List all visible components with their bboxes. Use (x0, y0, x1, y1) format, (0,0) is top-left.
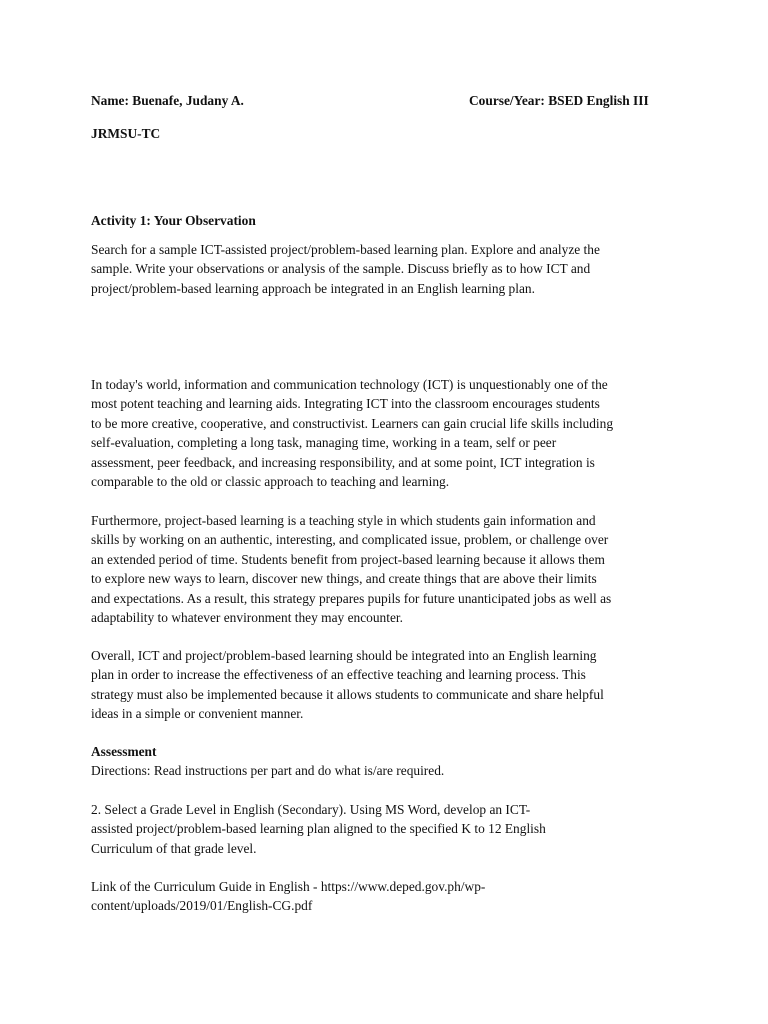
instruction-line: project/problem-based learning approach be integrated in an English learning plan. (91, 280, 535, 296)
item-line: Curriculum of that grade level. (91, 840, 257, 856)
assessment-title: Assessment (91, 744, 157, 759)
paragraph-line: plan in order to increase the effectiveness of an effective teaching and learning process. This (91, 667, 586, 683)
paragraph-line: an extended period of time. Students benefit from project-based learning because it allows them (91, 551, 605, 567)
body-paragraph-3 (91, 646, 691, 724)
paragraph-line: Furthermore, project-based learning is a teaching style in which students gain information and (91, 513, 596, 528)
paragraph-line: In today's world, information and communication technology (ICT) is unquestionably one of the (91, 377, 608, 392)
student-name: Name: Buenafe, Judany A. (91, 93, 244, 108)
school-label: JRMSU-TC (91, 126, 161, 141)
course-year: Course/Year: BSED English III (469, 93, 649, 108)
paragraph-line: and expectations. As a result, this strategy prepares pupils for future unanticipated jobs as well as (91, 590, 612, 606)
assessment-directions: Directions: Read instructions per part and do what is/are required. (91, 763, 445, 778)
activity-instructions (91, 240, 691, 298)
instruction-line: Search for a sample ICT-assisted project/problem-based learning plan. Explore and analyze the (91, 242, 600, 257)
paragraph-line: most potent teaching and learning aids. Integrating ICT into the classroom encourages students (91, 396, 600, 412)
paragraph-line: ideas in a simple or convenient manner. (91, 706, 304, 722)
paragraph-line: Overall, ICT and project/problem-based learning should be integrated into an English learning (91, 648, 597, 663)
instruction-line: sample. Write your observations or analysis of the sample. Discuss briefly as to how ICT and (91, 261, 591, 277)
paragraph-line: self-evaluation, completing a long task, managing time, working in a team, self or peer (91, 435, 557, 451)
link-line: content/uploads/2019/01/English-CG.pdf (91, 898, 313, 914)
header-row (91, 93, 681, 109)
body-paragraph-2 (91, 511, 691, 627)
curriculum-guide-link (91, 877, 691, 916)
assessment-item-2 (91, 800, 691, 858)
paragraph-line: skills by working on an authentic, interesting, and complicated issue, problem, or challenge over (91, 532, 609, 548)
paragraph-line: to explore new ways to learn, discover new things, and create things that are above their limits (91, 571, 597, 587)
paragraph-line: adaptability to whatever environment they may encounter. (91, 610, 403, 626)
paragraph-line: comparable to the old or classic approach to teaching and learning. (91, 474, 450, 490)
paragraph-line: assessment, peer feedback, and increasing responsibility, and at some point, ICT integration is (91, 454, 595, 470)
item-line: 2. Select a Grade Level in English (Secondary). Using MS Word, develop an ICT- (91, 802, 531, 817)
body-paragraph-1 (91, 375, 691, 491)
paragraph-line: to be more creative, cooperative, and constructivist. Learners can gain crucial life skills including (91, 415, 614, 431)
activity-title: Activity 1: Your Observation (91, 213, 256, 228)
link-line: Link of the Curriculum Guide in English - https://www.deped.gov.ph/wp- (91, 879, 486, 894)
item-line: assisted project/problem-based learning plan aligned to the specified K to 12 English (91, 821, 546, 837)
paragraph-line: strategy must also be implemented because it allows students to communicate and share helpful (91, 686, 604, 702)
